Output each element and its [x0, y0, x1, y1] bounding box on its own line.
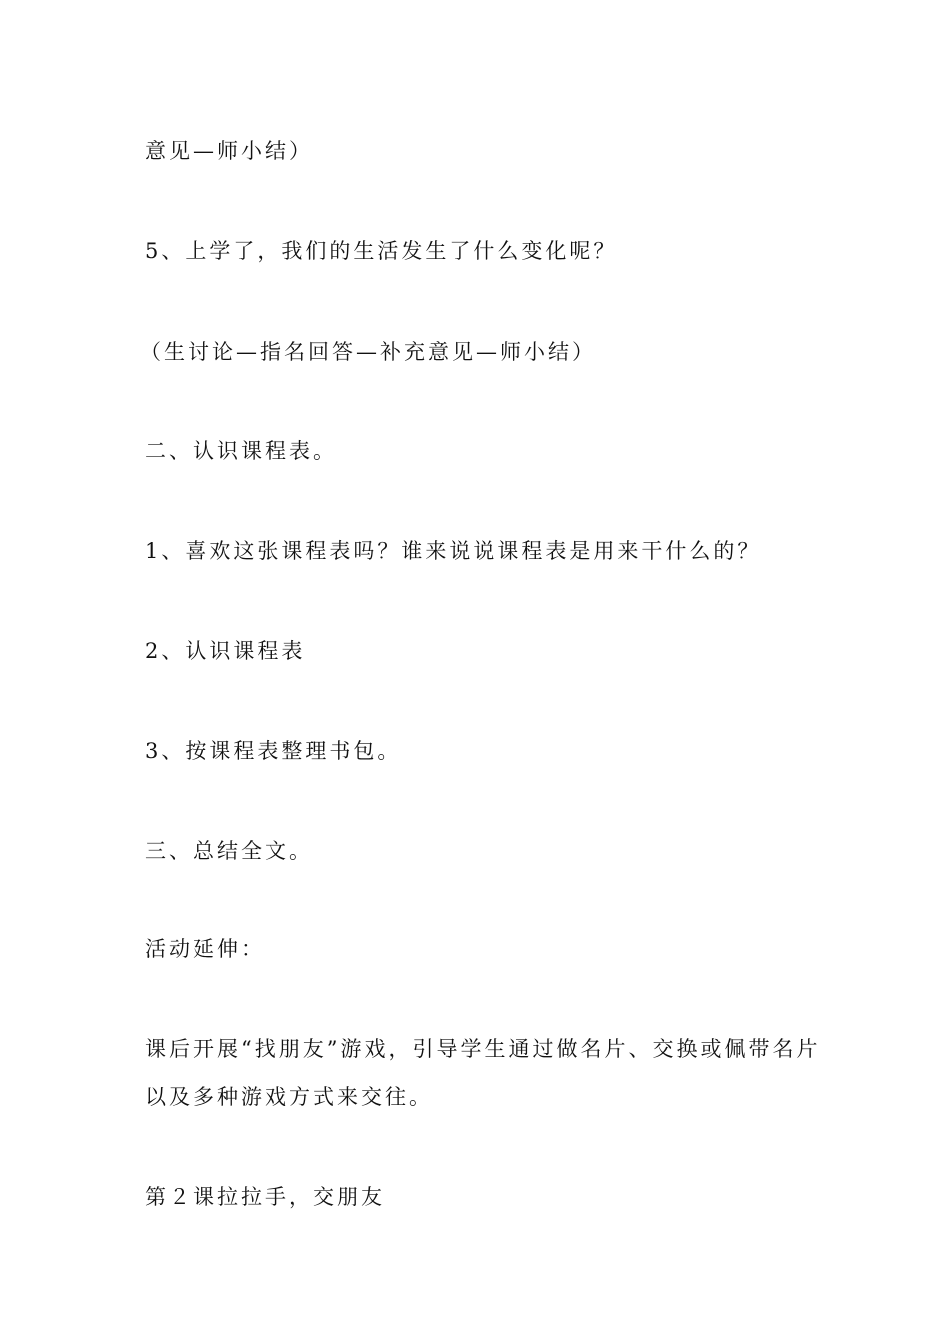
text-line-question-5: 5、上学了，我们的生活发生了什么变化呢？	[145, 239, 618, 263]
text-line-discussion-note: （生讨论—指名回答—补充意见—师小结）	[140, 340, 596, 364]
activity-extension-label: 活动延伸：	[145, 937, 265, 961]
text-line-item-1: 1、喜欢这张课程表吗？谁来说说课程表是用来干什么的？	[145, 539, 762, 563]
text-line-item-3: 3、按课程表整理书包。	[145, 739, 402, 763]
lesson-title: 第２课拉拉手，交朋友	[145, 1185, 385, 1209]
section-heading-3: 三、总结全文。	[145, 839, 313, 863]
text-line-continued-note: 意见—师小结）	[145, 139, 313, 163]
activity-text-line-2: 以及多种游戏方式来交往。	[145, 1085, 433, 1109]
text-line-item-2: 2、认识课程表	[145, 639, 306, 663]
section-heading-2: 二、认识课程表。	[145, 439, 337, 463]
activity-text-line-1: 课后开展“找朋友”游戏，引导学生通过做名片、交换或佩带名片	[145, 1037, 821, 1061]
